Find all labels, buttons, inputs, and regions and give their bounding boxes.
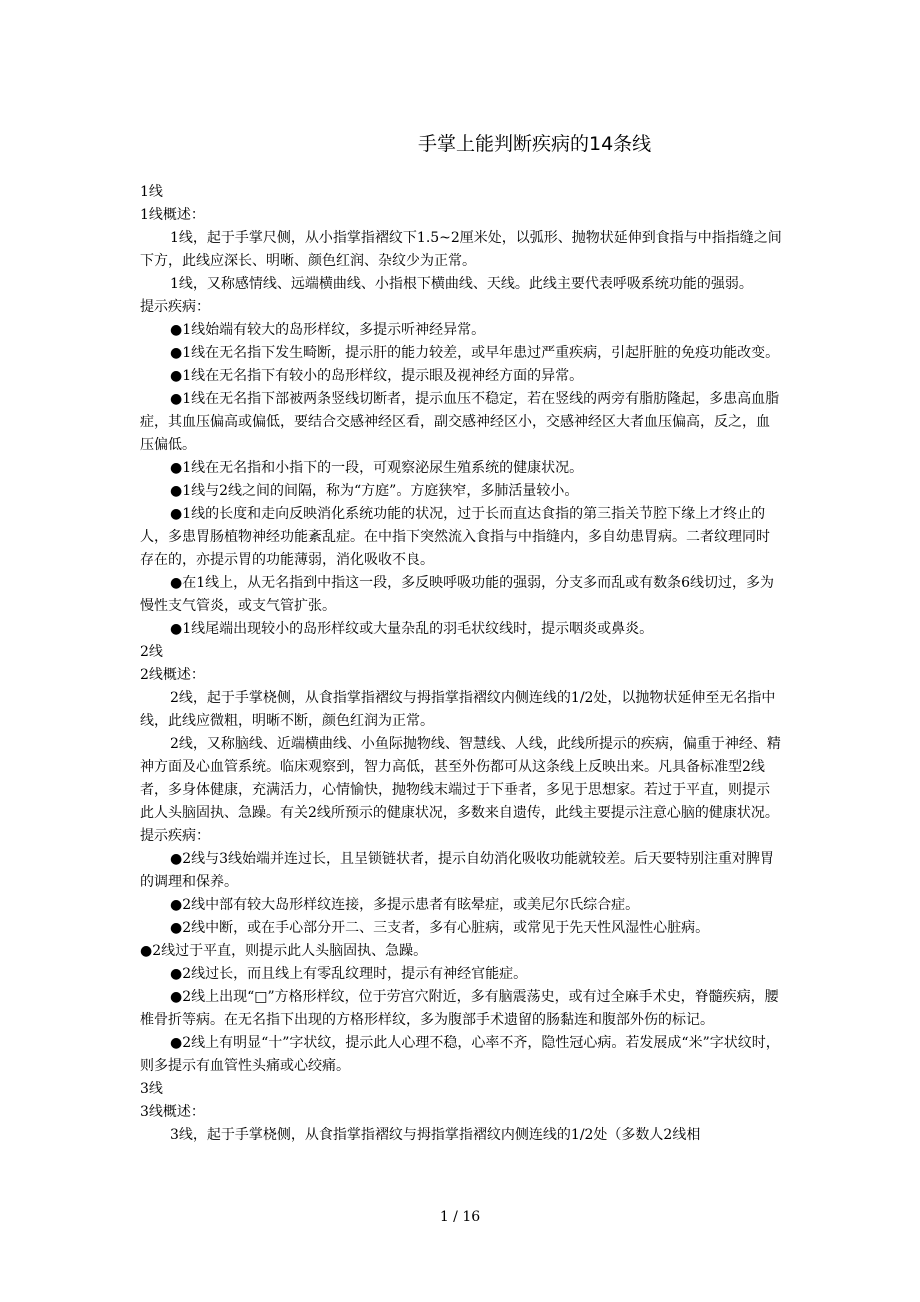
paragraph: 2线 [140, 644, 163, 660]
paragraph: ●2线中部有较大岛形样纹连接，多提示患者有眩晕症，或美尼尔氏综合症。 [170, 897, 640, 913]
paragraph: ●1线在无名指下部被两条竖线切断者，提示血压不稳定，若在竖线的两旁有脂肪隆起，多患高血脂症，其血压偏高或偏低，要结合交感神经区看，副交感神经区小，交感神经区大者血压偏高，反之，血压偏低。 [140, 391, 780, 453]
paragraph: 1线概述： [140, 207, 205, 223]
document-body [140, 181, 782, 1147]
paragraph: 提示疾病： [140, 299, 210, 315]
paragraph: 2线概述： [140, 667, 205, 683]
paragraph: 2线，起于手掌桡侧，从食指掌指褶纹与拇指掌指褶纹内侧连线的1/2处，以抛物状延伸至无名指中线，此线应微粗，明晰不断，颜色红润为正常。 [140, 690, 776, 729]
paragraph: ●2线上有明显“十”字状纹，提示此人心理不稳，心率不齐，隐性冠心病。若发展成“米”字状纹时，则多提示有血管性头痛或心绞痛。 [140, 1035, 780, 1074]
paragraph: ●1线尾端出现较小的岛形样纹或大量杂乱的羽毛状纹线时，提示咽炎或鼻炎。 [170, 621, 654, 637]
paragraph: ●2线中断，或在手心部分开二、三支者，多有心脏病，或常见于先天性风湿性心脏病。 [170, 920, 710, 936]
paragraph: ●2线上出现“□”方格形样纹，位于劳宫穴附近，多有脑震荡史，或有过全麻手术史，脊髓疾病，腰椎骨折等病。在无名指下出现的方格形样纹，多为腹部手术遗留的肠黏连和腹部外伤的标记。 [140, 989, 779, 1028]
paragraph: ●1线始端有较大的岛形样纹，多提示听神经异常。 [170, 322, 486, 338]
paragraph: ●2线过长，而且线上有零乱纹理时，提示有神经官能症。 [170, 966, 528, 982]
paragraph: ●1线与2线之间的间隔，称为“方庭”。方庭狭窄，多肺活量较小。 [170, 483, 579, 499]
paragraph: ●在1线上，从无名指到中指这一段，多反映呼吸功能的强弱，分支多而乱或有数条6线切过，多为慢性支气管炎，或支气管扩张。 [140, 575, 775, 614]
paragraph: ●1线的长度和走向反映消化系统功能的状况，过于长而直达食指的第三指关节腔下缘上才终止的人，多患胃肠植物神经功能紊乱症。在中指下突然流入食指与中指缝内，多自幼患胃病。二者纹理同时存在的，亦提示胃的功能薄弱，消化吸收不良。 [140, 506, 770, 568]
paragraph: 3线 [140, 1081, 163, 1097]
paragraph: ●2线过于平直，则提示此人头脑固执、急躁。 [140, 943, 428, 959]
paragraph: 1线 [140, 184, 163, 200]
page-number: 1 / 16 [439, 1209, 481, 1225]
paragraph: 3线，起于手掌桡侧，从食指掌指褶纹与拇指掌指褶纹内侧连线的1/2处（多数人2线相 [170, 1127, 701, 1143]
paragraph: ●1线在无名指和小指下的一段，可观察泌尿生殖系统的健康状况。 [170, 460, 584, 476]
paragraph: ●2线与3线始端并连过长，且呈锁链状者，提示自幼消化吸收功能就较差。后天要特别注重对脾胃的调理和保养。 [140, 851, 775, 890]
page-title: 手掌上能判断疾病的14条线 [418, 133, 652, 155]
paragraph: 3线概述： [140, 1104, 205, 1120]
paragraph: 1线，起于手掌尺侧，从小指掌指褶纹下1.5~2厘米处，以弧形、抛物状延伸到食指与中指指缝之间下方，此线应深长、明晰、颜色红润、杂纹少为正常。 [140, 230, 782, 269]
paragraph: 提示疾病： [140, 828, 210, 844]
paragraph: 1线，又称感情线、远端横曲线、小指根下横曲线、天线。此线主要代表呼吸系统功能的强弱。 [170, 276, 753, 292]
paragraph: ●1线在无名指下发生畸断，提示肝的能力较差，或早年患过严重疾病，引起肝脏的免疫功能改变。 [170, 345, 780, 361]
paragraph: ●1线在无名指下有较小的岛形样纹，提示眼及视神经方面的异常。 [170, 368, 584, 384]
paragraph: 2线，又称脑线、近端横曲线、小鱼际抛物线、智慧线、人线，此线所提示的疾病，偏重于神经、精神方面及心血管系统。临床观察到，智力高低，甚至外伤都可从这条线上反映出来。凡具备标准型2线者，多身体健康，充满活力，心情愉快，抛物线末端过于下垂者，多见于思想家。若过于平直，则提示此人头脑固执、急躁。有关2线所预示的健康状况，多数来自遗传，此线主要提示注意心脑的健康状况。 [140, 736, 781, 821]
